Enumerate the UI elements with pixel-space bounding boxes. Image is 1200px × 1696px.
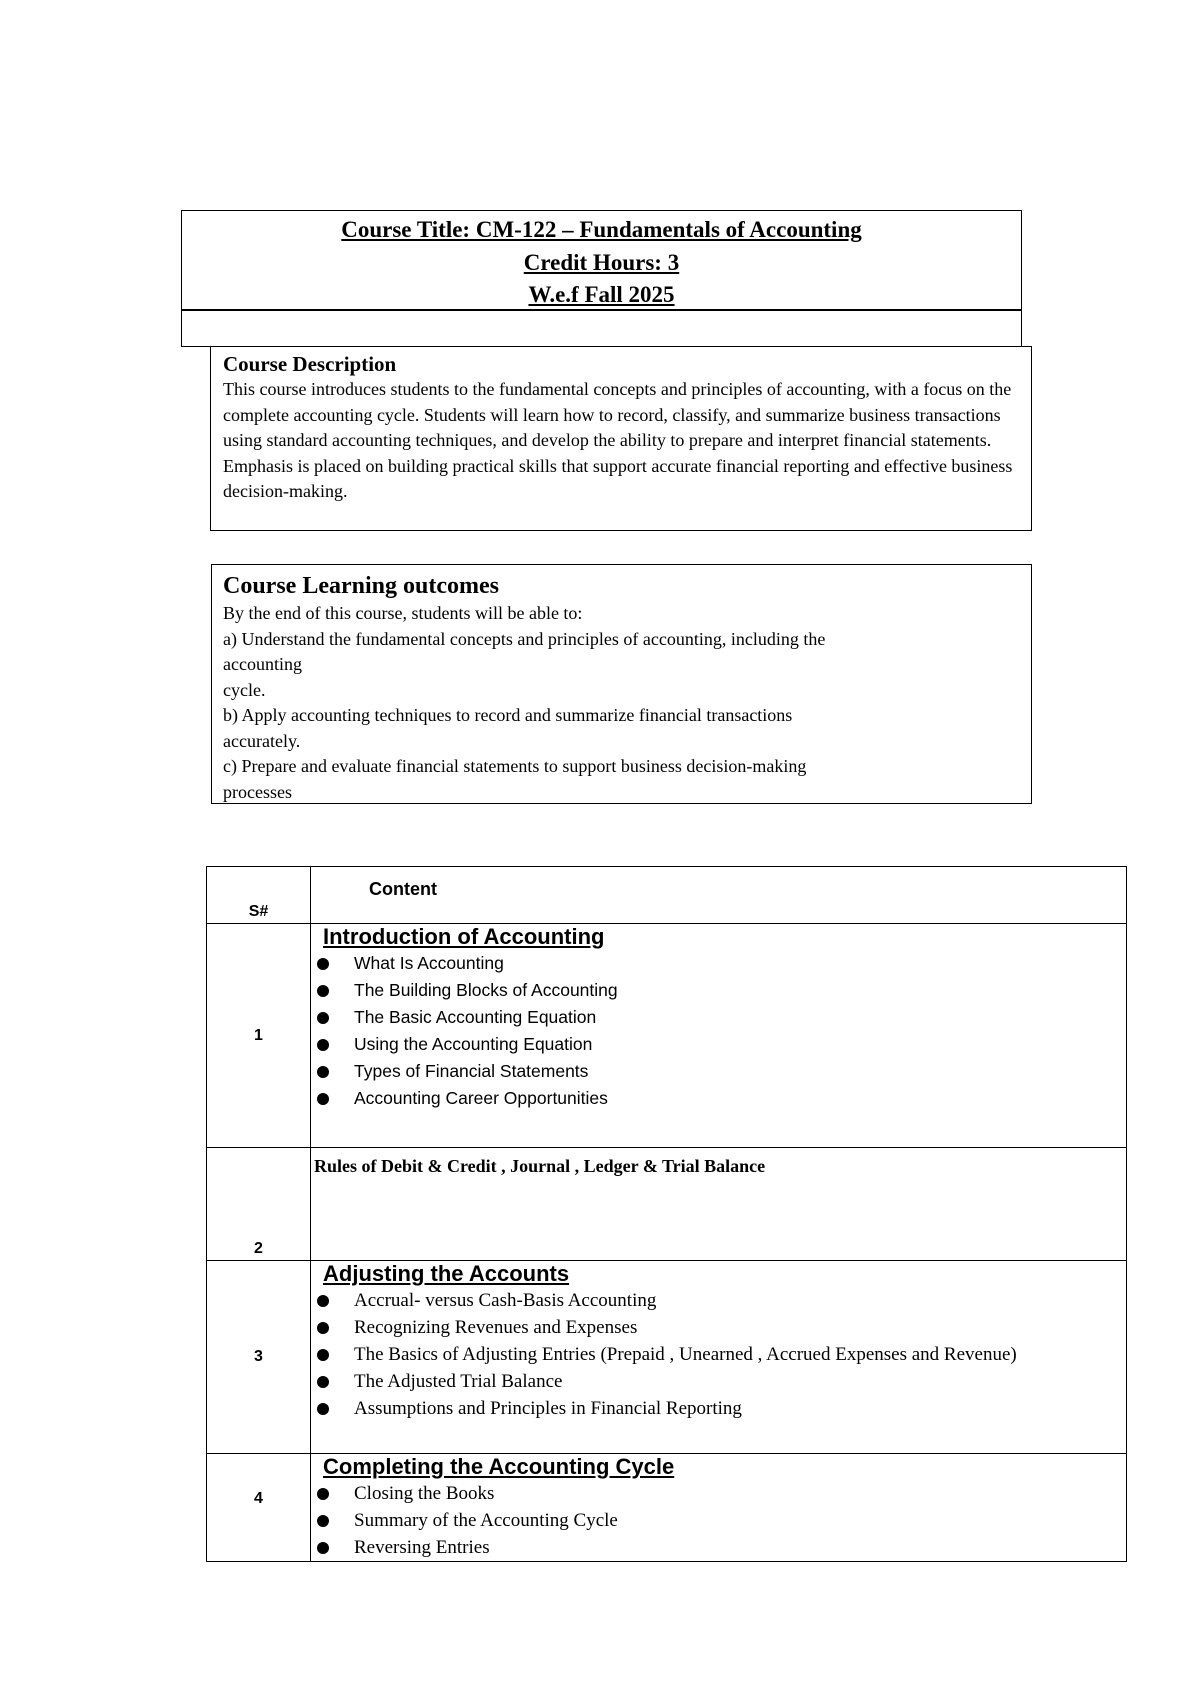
section-title: Rules of Debit & Credit , Journal , Ledger & Trial Balance [314, 1156, 766, 1176]
outcome-a-line-3: cycle. [223, 679, 266, 700]
table-header-row [207, 867, 1127, 924]
list-item: Types of Financial Statements [311, 1058, 1126, 1085]
row-content [311, 924, 1127, 1148]
topic-list [311, 1480, 1126, 1561]
table-row [207, 1148, 1127, 1261]
list-item: Accounting Career Opportunities [311, 1085, 1126, 1112]
content-table [206, 866, 1127, 1562]
row-content [311, 1148, 1127, 1261]
topic-list [311, 950, 1126, 1112]
outcome-b-line-2: accurately. [223, 730, 301, 751]
outcome-b-line-1: b) Apply accounting techniques to record and summarize financial transactions [223, 705, 793, 725]
row-number: 4 [207, 1454, 311, 1562]
outcome-a-line-1: a) Understand the fundamental concepts and principles of accounting, including the [223, 628, 826, 649]
effective-term: W.e.f Fall 2025 [528, 282, 675, 307]
list-item: Accrual- versus Cash-Basis Accounting [311, 1287, 1126, 1314]
column-header-content: Content [311, 867, 1127, 924]
learning-outcomes-box [211, 564, 1032, 804]
list-item: Reversing Entries [311, 1534, 1126, 1561]
list-item: The Building Blocks of Accounting [311, 977, 1126, 1004]
header-empty-row [181, 309, 1022, 347]
table-row [207, 1454, 1127, 1562]
section-title: Adjusting the Accounts [323, 1261, 570, 1286]
table-row [207, 924, 1127, 1148]
outcome-a-line-2: accounting [223, 654, 302, 674]
topic-list [311, 1287, 1126, 1422]
outcomes-heading: Course Learning outcomes [223, 573, 499, 599]
row-number: 2 [207, 1148, 311, 1261]
list-item: Recognizing Revenues and Expenses [311, 1314, 1126, 1341]
description-text: This course introduces students to the fundamental concepts and principles of accounting, with a focus on the complete accounting cycle. Students will learn how to record, classify, and summarize business transactions using standard accounting techniques, and develop the ability to prepare and interpret financial statements. Emphasis is placed on building practical skills that support accurate financial reporting and effective business decision-making. [223, 379, 1013, 501]
list-item: What Is Accounting [311, 950, 1126, 977]
credit-hours: Credit Hours: 3 [523, 250, 680, 275]
course-description-box [210, 346, 1032, 531]
list-item: The Basic Accounting Equation [311, 1004, 1126, 1031]
outcome-c-line-1: c) Prepare and evaluate financial statements to support business decision-making [223, 756, 807, 776]
row-content [311, 1261, 1127, 1454]
column-header-sn: S# [207, 867, 311, 924]
section-title: Introduction of Accounting [323, 924, 605, 949]
section-title: Completing the Accounting Cycle [323, 1454, 675, 1479]
list-item: Summary of the Accounting Cycle [311, 1507, 1126, 1534]
list-item: Closing the Books [311, 1480, 1126, 1507]
list-item: Using the Accounting Equation [311, 1031, 1126, 1058]
row-number: 3 [207, 1261, 311, 1454]
list-item: The Adjusted Trial Balance [311, 1368, 1126, 1395]
course-title: Course Title: CM-122 – Fundamentals of Accounting [341, 217, 862, 242]
row-number: 1 [207, 924, 311, 1148]
row-content [311, 1454, 1127, 1562]
outcome-c-line-2: processes [223, 781, 292, 802]
list-item: Assumptions and Principles in Financial Reporting [311, 1395, 1126, 1422]
list-item: The Basics of Adjusting Entries (Prepaid , Unearned , Accrued Expenses and Revenue) [311, 1341, 1126, 1368]
course-header [181, 210, 1022, 311]
table-row [207, 1261, 1127, 1454]
outcomes-intro: By the end of this course, students will be able to: [223, 603, 583, 623]
description-heading: Course Description [223, 352, 397, 376]
